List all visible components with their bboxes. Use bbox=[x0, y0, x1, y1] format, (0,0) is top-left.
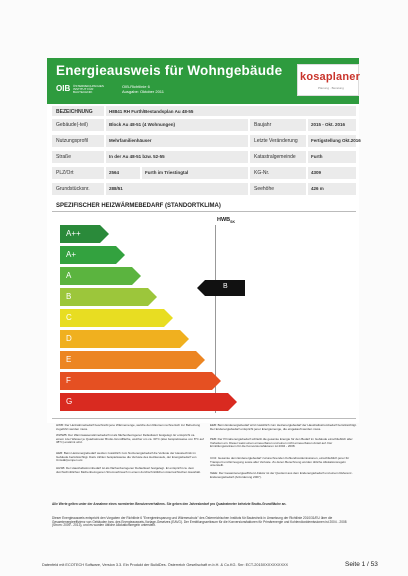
energy-class-bar-tip bbox=[148, 288, 157, 306]
energy-class-label: D bbox=[66, 334, 72, 343]
note-co2: CO2: Gesamte dem Endenergiebedarf zuzurechnenden Kohlendioxidemissionen, einschließlich jener für Transport und Erzeugung sowie aller Verluste. Zu deren Berechnung wurden übliche Allokationsregeln unterstellt. bbox=[210, 456, 350, 468]
info-row-3 bbox=[52, 151, 356, 163]
nutzungsprofil-value: Mehrfamilienhäuser bbox=[109, 138, 152, 143]
seehoehe-label: Seehöhe bbox=[254, 186, 275, 192]
info-row-1 bbox=[52, 119, 356, 131]
katastral-value: Furth bbox=[311, 154, 323, 159]
energy-class-bar bbox=[60, 351, 196, 369]
footnote-directive: Dieser Energieausweis entspricht den Vorgaben der Richtlinie 6 "Energieeinsparung und Wärmeschutz" des Österreichischen Instituts für Bautechnik in Umsetzung der Richtlinie 2010/31/EU über die Gesamtenergieeffizienz von Gebäuden bzw. des Energieausweis-Vorlage-Gesetzes (EAVG). Der Ermittlungszeitraum für die Konversionsfaktoren für Primärenergie und Kohlendioxidemissionen ist 2004 - 2008 (Strom: 2009 - 2013), und es wurden übliche Allokationsregeln unterstellt. bbox=[52, 516, 347, 528]
seehoehe-value: 426 m bbox=[311, 186, 324, 191]
katastral-label: Katastralgemeinde bbox=[254, 154, 296, 160]
energy-class-label: B bbox=[66, 292, 72, 301]
bezeichnung-label: BEZEICHNUNG bbox=[56, 109, 93, 115]
note-hwb: HWB: Der Heizwärmebedarf beschreibt jene Wärmemenge, welche den Räumen rechnerisch zur Beheizung zugeführt werden muss. bbox=[56, 423, 201, 431]
oib-logo-subtitle: ÖSTERREICHISCHES INSTITUT FÜR BAUTECHNIK bbox=[73, 84, 104, 95]
definitions-block bbox=[52, 424, 356, 494]
energy-class-label: G bbox=[66, 397, 73, 406]
oib-reference-line2: Ausgabe: Oktober 2011 bbox=[122, 89, 164, 94]
energy-class-label: E bbox=[66, 355, 72, 364]
energy-class-bar-tip bbox=[212, 372, 221, 390]
company-logo-subtitle: Planung · Beratung bbox=[318, 86, 344, 90]
bezeichnung-row bbox=[52, 106, 356, 116]
energy-class-label: A bbox=[66, 271, 72, 280]
kg-value: 4309 bbox=[311, 170, 322, 175]
document-title: Energieausweis für Wohngebäude bbox=[56, 63, 283, 78]
grundstueck-value: 288/51 bbox=[109, 186, 123, 191]
info-row-5 bbox=[52, 183, 356, 195]
energy-class-bar-tip bbox=[132, 267, 141, 285]
veraenderung-label: Letzte Veränderung bbox=[254, 138, 298, 144]
info-row-2 bbox=[52, 135, 361, 147]
nutzungsprofil-label: Nutzungsprofil bbox=[56, 138, 88, 144]
hwb-label: HWB bbox=[217, 217, 231, 223]
energy-class-bar-tip bbox=[196, 351, 205, 369]
energy-class-bar bbox=[60, 309, 164, 327]
page-number: Seite 1 / 53 bbox=[345, 561, 378, 568]
baujahr-label: Baujahr bbox=[254, 122, 272, 128]
note-eeb: EEB: Beim Endenergiebedarf wird zusätzlich zum Heizenergiebedarf der Haushaltsstrombedarf berücksichtigt. Der Endenergiebedarf entspricht jener Energiemenge, die eingekauft werden muss. bbox=[210, 423, 357, 431]
company-logo: kosaplaner bbox=[300, 71, 361, 83]
oib-reference-line1: OIB-Richtlinie 6 bbox=[122, 84, 150, 89]
section-divider bbox=[52, 211, 356, 212]
info-row-4 bbox=[52, 167, 356, 179]
hwb-subscript: SK bbox=[230, 220, 236, 225]
result-class-arrow bbox=[205, 280, 245, 296]
oib-logo: OIB bbox=[56, 84, 71, 93]
strasse-label: Straße bbox=[56, 154, 72, 160]
note-hhsb: HHSB: Der Haushaltsstrombedarf ist als flächenbezogener Defaultwert festgelegt. Er entspricht ca. dem durchschnittlichen flächenbezogenen Stromverbrauch in einem durchschnittlichen österreichischen Haushalt. bbox=[56, 466, 201, 474]
note-peb: PEB: Der Primärenergiebedarf schließt die gesamte Energie für den Bedarf im Gebäude einschließlich aller Vorketten ein. Dieser weist einen erneuerbaren und einen nicht erneuerbaren Anteil auf. Der Ermittlungszeitraum für die Konversionsfaktoren ist 2004 - 2008. bbox=[210, 437, 353, 449]
energy-class-bar bbox=[60, 330, 180, 348]
oib-reference bbox=[122, 84, 164, 94]
energy-class-bar bbox=[60, 246, 116, 264]
section-title: SPEZIFISCHER HEIZWÄRMEBEDARF (STANDORTKLIMA) bbox=[56, 203, 221, 209]
energy-class-bar bbox=[60, 267, 132, 285]
energy-class-label: C bbox=[66, 313, 72, 322]
software-footer: Datenfeld mit ECOTECH Software, Version 3.3. Ein Produkt der BuildDes. Österreich Gesellschaft m.b.H. & Co.KG. Snr: ECT-2015XXXXXXXXXX bbox=[42, 563, 289, 567]
energy-class-label: F bbox=[66, 376, 71, 385]
gebaeudeteil-value: Block Au 48-51 (4 Wohnungen) bbox=[109, 122, 176, 127]
footnote-values: Alle Werte gelten unter der Annahme eines normierten Benutzerverhaltens. Sie geben den Jahresbedarf pro Quadratmeter beheizte Brutto-Grundfläche an. bbox=[52, 502, 287, 506]
energy-class-bar bbox=[60, 288, 148, 306]
plz-label: PLZ/Ort bbox=[56, 170, 74, 176]
energy-class-bar-tip bbox=[228, 393, 237, 411]
energy-class-bar-tip bbox=[116, 246, 125, 264]
note-wwwb: WWWB: Der Warmwasserwärmebedarf ist als flächenbezogener Defaultwert festgelegt. Er entspricht ca. einem Liter Wasser je Quadratmeter Brutto-Grundfläche, welcher um ca. 30°C (also beispielsweise von 8°C auf 38°C) erwärmt wird. bbox=[56, 433, 204, 445]
energy-class-bar bbox=[60, 225, 100, 243]
energy-class-bar bbox=[60, 372, 212, 390]
note-heb: HEB: Beim Heizenergiebedarf werden zusätzlich zum Nutzenergiebedarf die Verluste der Haustechnik im Gebäude berücksichtigt. Dazu zählen beispielsweise die Verluste des Heizkessels, der Energiebedarf von Umwälzpumpen etc. bbox=[56, 451, 197, 463]
ort-value: Furth im Triestingtal bbox=[145, 170, 189, 175]
energy-class-label: A++ bbox=[66, 229, 81, 238]
energy-class-bar-tip bbox=[180, 330, 189, 348]
plz-value: 2564 bbox=[109, 170, 120, 175]
energy-class-bar-tip bbox=[164, 309, 173, 327]
gebaeudeteil-label: Gebäude(-teil) bbox=[56, 122, 88, 128]
strasse-value: In der Au 48-51 bzw. 52-55 bbox=[109, 154, 165, 159]
bezeichnung-value: H8841 RH Furth/Bestandsplan Au 48-55 bbox=[109, 109, 194, 114]
note-fgee: fGEE: Der Gesamtenergieeffizienz-Faktor ist der Quotient aus dem Endenergiebedarf und einem Referenz-Endenergiebedarf (Anforderung 2007). bbox=[210, 471, 353, 479]
grundstueck-label: Grundstücksnr. bbox=[56, 186, 90, 192]
kg-label: KG-Nr. bbox=[254, 170, 270, 176]
energy-class-label: A+ bbox=[66, 250, 77, 259]
energy-class-bar bbox=[60, 393, 228, 411]
hwb-column-label bbox=[217, 217, 235, 224]
veraenderung-value: Fertigstellung Okt.2016 bbox=[311, 138, 361, 143]
energy-class-bar-tip bbox=[100, 225, 109, 243]
baujahr-value: 2015 - Okt. 2016 bbox=[311, 122, 346, 127]
result-class-label: B bbox=[223, 283, 228, 290]
notes-divider bbox=[52, 418, 356, 419]
